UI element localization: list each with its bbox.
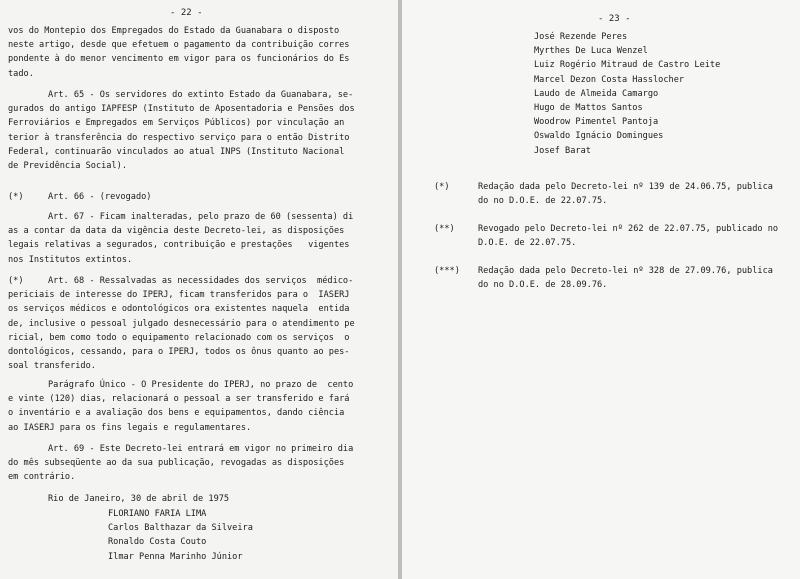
article-66: Art. 66 - (revogado) (48, 192, 152, 202)
text-line: ricial, bem como todo o equipamento relacionado com os serviços o (8, 332, 350, 343)
text-line: pondente à do menor vencimento em vigor para os funcionários do Es (8, 54, 350, 65)
text-line: Revogado pelo Decreto-lei nº 262 de 22.07.75, publicado no (478, 224, 779, 234)
signatories-list (534, 30, 720, 158)
text-line: Art. 69 - Este Decreto-lei entrará em vigor no primeiro dia (48, 444, 354, 454)
signatory: Oswaldo Ignácio Domingues (534, 131, 664, 142)
text-line: Redação dada pelo Decreto-lei nº 328 de 27.09.76, publica (478, 266, 773, 276)
text-line: Art. 65 - Os servidores do extinto Estado da Guanabara, se- (48, 90, 354, 100)
signatory: Ronaldo Costa Couto (108, 537, 207, 548)
page-number: - 23 - (598, 14, 631, 24)
text-line: o inventário e a avaliação dos bens e equipamentos, dando ciência (8, 408, 345, 419)
article-67 (8, 210, 353, 267)
text-line: de Previdência Social). (8, 161, 127, 172)
text-line: do no D.O.E. de 22.07.75. (478, 196, 608, 207)
footnote (478, 264, 773, 292)
signatory: Hugo de Mattos Santos (534, 103, 643, 114)
text-line: Ferroviários e Empregados em Serviços Públicos) por vinculação an (8, 118, 345, 129)
text-line: nos Institutos extintos. (8, 254, 133, 265)
signatory: Luiz Rogério Mitraud de Castro Leite (534, 60, 721, 71)
text-line: periciais de interesse do IPERJ, ficam transferidos para o IASERJ (8, 290, 350, 301)
footnote-marker: (*) (8, 192, 24, 202)
article-68 (8, 274, 355, 373)
text-line: D.O.E. de 22.07.75. (478, 238, 577, 249)
signatory: Josef Barat (534, 145, 591, 156)
text-line: gurados do antigo IAPFESP (Instituto de Aposentadoria e Pensões dos (8, 104, 355, 115)
signatories-list (108, 507, 253, 564)
text-line: terior à transferência do respectivo serviço para o então Distrito (8, 132, 350, 143)
right-page (402, 0, 800, 579)
signatory: FLORIANO FARIA LIMA (108, 509, 207, 519)
footnote-marker: (***) (434, 266, 460, 276)
signatory: Ilmar Penna Marinho Júnior (108, 551, 243, 562)
text-line: Redação dada pelo Decreto-lei nº 139 de 24.06.75, publica (478, 182, 773, 192)
text-line: do mês subseqüente ao da sua publicação, revogadas as disposições (8, 458, 345, 469)
footnote-marker: (**) (434, 224, 455, 234)
signatory: Carlos Balthazar da Silveira (108, 523, 253, 534)
text-line: de, inclusive o pessoal julgado desnecessário para o atendimento pe (8, 318, 355, 329)
text-line: tado. (8, 68, 34, 79)
text-line: ao IASERJ para os fins legais e regulamentares. (8, 422, 252, 433)
signatory: Myrthes De Luca Wenzel (534, 46, 648, 57)
text-line: e vinte (120) dias, relacionará o pessoal a ser transferido e fará (8, 394, 350, 405)
signatory: Woodrow Pimentel Pantoja (534, 117, 659, 128)
signatory: José Rezende Peres (534, 32, 628, 42)
text-line: Parágrafo Único - O Presidente do IPERJ, no prazo de cento (48, 380, 354, 390)
text-line: em contrário. (8, 472, 76, 483)
article-69 (8, 442, 353, 485)
article-65 (8, 88, 355, 173)
footnote (478, 222, 778, 250)
text-line: legais relativas a segurados, contribuição e prestações vigentes (8, 240, 350, 251)
intro-paragraph (8, 24, 349, 81)
paragrafo-unico (8, 378, 353, 435)
signatory: Marcel Dezon Costa Hasslocher (534, 74, 685, 85)
footnote-marker: (*) (434, 182, 450, 192)
text-line: soal transferido. (8, 361, 96, 372)
date-line: Rio de Janeiro, 30 de abril de 1975 (48, 494, 230, 504)
text-line: Art. 67 - Ficam inalteradas, pelo prazo de 60 (sessenta) di (48, 212, 354, 222)
footnote (478, 180, 773, 208)
footnote-marker: (*) (8, 276, 24, 286)
text-line: dontológicos, cessando, para o IPERJ, todos os ônus quanto ao pes- (8, 347, 350, 358)
text-line: neste artigo, desde que efetuem o pagamento da contribuição corres (8, 40, 350, 51)
text-line: as a contar da data da vigência deste Decreto-lei, as disposições (8, 226, 345, 237)
left-page (0, 0, 398, 579)
signatory: Laudo de Almeida Camargo (534, 88, 659, 99)
text-line: os serviços médicos e odontológicos ora existentes naquela entida (8, 304, 350, 315)
text-line: do no D.O.E. de 28.09.76. (478, 280, 608, 291)
text-line: vos do Montepio dos Empregados do Estado da Guanabara o disposto (8, 26, 340, 36)
page-number: - 22 - (170, 8, 203, 18)
text-line: Federal, continuarão vinculados ao atual INPS (Instituto Nacional (8, 146, 345, 157)
text-line: Art. 68 - Ressalvadas as necessidades dos serviços médico- (48, 276, 354, 286)
